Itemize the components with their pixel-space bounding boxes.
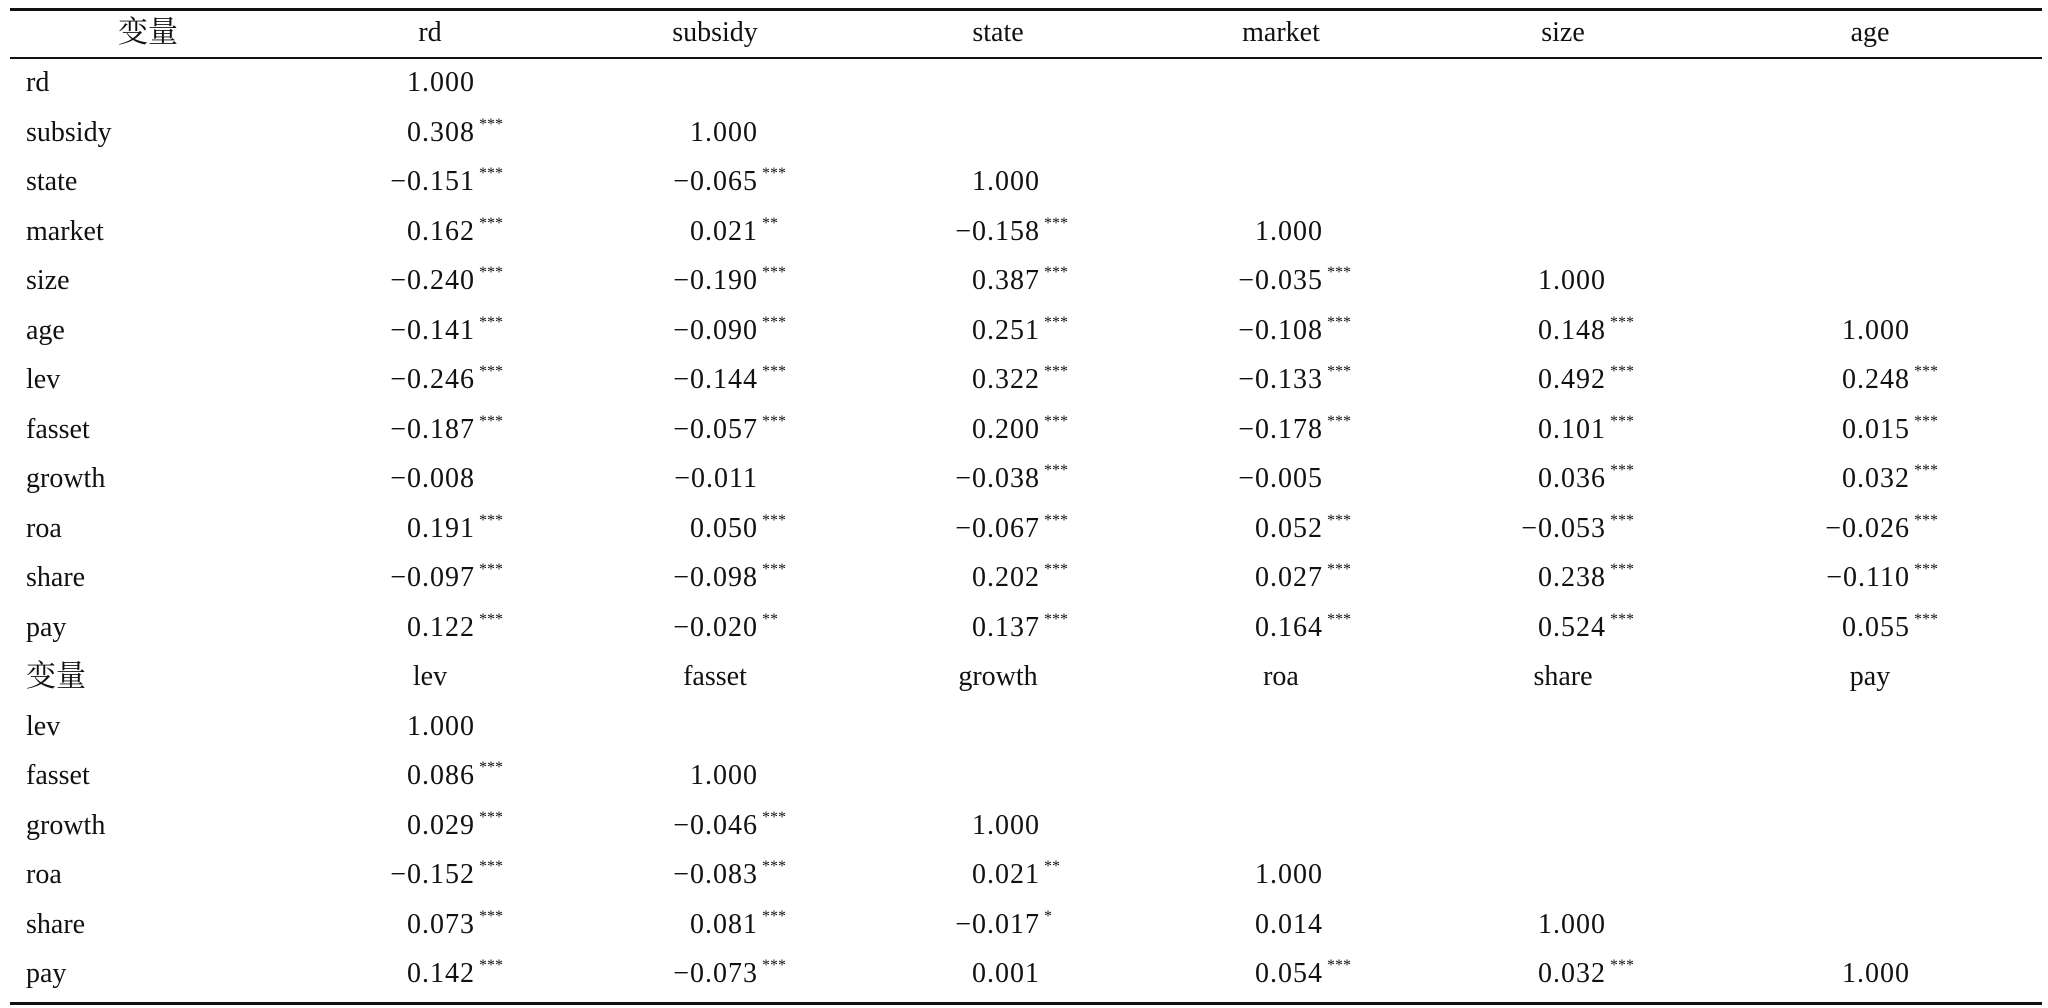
cell-value: −0.246: [390, 364, 475, 395]
cell-value: 0.015: [1842, 413, 1910, 445]
significance-marker: ***: [1610, 313, 1634, 331]
cell-value: −0.110: [1826, 562, 1910, 593]
significance-marker: ***: [1044, 214, 1068, 232]
row-label: roa: [26, 859, 62, 890]
row-label: lev: [26, 710, 61, 742]
cell-value: 0.101: [1538, 413, 1606, 445]
cell-value: 1.000: [1842, 958, 1910, 989]
significance-marker: ***: [1044, 462, 1068, 479]
significance-marker: ***: [479, 610, 503, 628]
significance-marker: **: [1044, 858, 1060, 875]
cell-value: 0.050: [690, 512, 758, 544]
column-header-age: age: [1850, 17, 1890, 48]
significance-marker: ***: [1044, 561, 1068, 578]
cell-value: 0.052: [1255, 512, 1323, 544]
cell-value: 0.073: [407, 908, 475, 940]
cell-value: −0.187: [390, 413, 475, 445]
cell-value: −0.053: [1521, 512, 1606, 544]
cell-value: −0.026: [1825, 512, 1910, 544]
row-label: state: [26, 166, 78, 197]
significance-marker: ***: [762, 808, 786, 826]
significance-marker: ***: [1044, 412, 1068, 430]
cell-value: −0.083: [673, 859, 758, 890]
cell-value: 0.021: [690, 215, 758, 247]
cell-value: 0.248: [1842, 364, 1910, 395]
row-label: growth: [26, 809, 106, 841]
table-cell: [558, 405, 806, 455]
table-cell: [558, 603, 806, 653]
row-label: share: [26, 908, 86, 940]
cell-value: 0.200: [972, 413, 1040, 445]
cell-value: −0.020: [673, 611, 758, 643]
cell-value: 0.308: [407, 116, 475, 148]
significance-marker: ***: [1914, 511, 1938, 529]
significance-marker: ***: [479, 511, 503, 529]
table-cell: [1406, 949, 1654, 999]
significance-marker: ***: [762, 957, 786, 974]
significance-marker: **: [762, 214, 778, 232]
table-row: [10, 751, 2042, 801]
significance-marker: ***: [1610, 462, 1634, 479]
column-header-share: share: [1533, 661, 1593, 692]
significance-marker: ***: [762, 511, 786, 529]
significance-marker: ***: [762, 363, 786, 380]
table-row: [10, 306, 2042, 356]
table-cell: [1123, 405, 1371, 455]
table-cell: [275, 405, 523, 455]
column-header-fasset: fasset: [683, 661, 747, 692]
table-cell: [840, 949, 1088, 999]
cell-value: 0.032: [1842, 463, 1910, 494]
significance-marker: ***: [479, 907, 503, 925]
table-cell: [558, 949, 806, 999]
cell-value: −0.151: [390, 166, 475, 197]
cell-value: −0.038: [955, 463, 1040, 494]
cell-value: −0.097: [390, 562, 475, 593]
cell-value: 1.000: [690, 116, 758, 148]
significance-marker: *: [1044, 907, 1052, 925]
cell-value: 0.032: [1538, 958, 1606, 989]
cell-value: 1.000: [690, 760, 758, 791]
table-row: [10, 553, 2042, 603]
significance-marker: ***: [762, 561, 786, 578]
bottom-rule: [10, 1002, 2042, 1005]
significance-marker: ***: [1327, 313, 1351, 331]
cell-value: 0.148: [1538, 314, 1606, 346]
cell-value: −0.098: [673, 562, 758, 593]
table-row: [10, 355, 2042, 405]
cell-value: −0.017: [955, 908, 1040, 940]
significance-marker: ***: [1914, 363, 1938, 380]
cell-value: 0.162: [407, 215, 475, 247]
column-header-state: state: [972, 17, 1024, 48]
significance-marker: ***: [479, 957, 503, 974]
table-cell: [1123, 603, 1371, 653]
column-header-growth: growth: [958, 661, 1038, 692]
header-row-second: [10, 652, 2042, 702]
row-label: fasset: [26, 413, 90, 445]
significance-marker: ***: [1044, 264, 1068, 281]
table-cell: [1710, 603, 1958, 653]
significance-marker: ***: [479, 858, 503, 875]
cell-value: 0.081: [690, 908, 758, 940]
table-row: [10, 454, 2042, 504]
table-cell: [275, 949, 523, 999]
header-row-top: [10, 8, 2042, 58]
significance-marker: ***: [1914, 610, 1938, 628]
column-header-market: market: [1242, 17, 1320, 48]
row-label: pay: [26, 611, 67, 643]
significance-marker: ***: [479, 313, 503, 331]
row-label: fasset: [26, 760, 90, 791]
significance-marker: **: [762, 610, 778, 628]
table-row: [10, 504, 2042, 554]
significance-marker: ***: [762, 858, 786, 875]
cell-value: 1.000: [407, 67, 475, 98]
significance-marker: ***: [479, 264, 503, 281]
significance-marker: ***: [1327, 264, 1351, 281]
significance-marker: ***: [1610, 412, 1634, 430]
significance-marker: ***: [1914, 561, 1938, 578]
significance-marker: ***: [1327, 412, 1351, 430]
cell-value: −0.008: [390, 463, 475, 494]
significance-marker: ***: [1044, 363, 1068, 380]
cell-value: 0.387: [972, 265, 1040, 296]
table-cell: [840, 900, 1088, 950]
cell-value: −0.178: [1238, 413, 1323, 445]
cell-value: −0.005: [1238, 463, 1323, 494]
significance-marker: ***: [1044, 511, 1068, 529]
row-label: size: [26, 265, 70, 296]
cell-value: 1.000: [407, 710, 475, 742]
table-cell: [840, 603, 1088, 653]
table-row: [10, 58, 2042, 108]
cell-value: 0.055: [1842, 611, 1910, 643]
significance-marker: ***: [1327, 610, 1351, 628]
cell-value: −0.144: [673, 364, 758, 395]
cell-value: −0.065: [673, 166, 758, 197]
cell-value: −0.011: [674, 463, 758, 494]
table-cell: [1710, 949, 1958, 999]
significance-marker: ***: [762, 165, 786, 182]
cell-value: 1.000: [1538, 908, 1606, 940]
cell-value: 0.054: [1255, 958, 1323, 989]
row-label: share: [26, 562, 86, 593]
cell-value: 0.122: [407, 611, 475, 643]
cell-value: −0.090: [673, 314, 758, 346]
table-cell: [1406, 603, 1654, 653]
cell-value: 0.251: [972, 314, 1040, 346]
column-header-rd: rd: [418, 17, 442, 48]
significance-marker: ***: [1914, 462, 1938, 479]
cell-value: 1.000: [1255, 859, 1323, 890]
significance-marker: ***: [479, 759, 503, 776]
significance-marker: ***: [479, 115, 503, 133]
cell-value: −0.133: [1238, 364, 1323, 395]
significance-marker: ***: [479, 561, 503, 578]
significance-marker: ***: [1327, 363, 1351, 380]
row-label: rd: [26, 67, 50, 98]
row-label: market: [26, 215, 104, 247]
significance-marker: ***: [479, 412, 503, 430]
significance-marker: ***: [479, 214, 503, 232]
significance-marker: ***: [1327, 561, 1351, 578]
cell-value: −0.035: [1238, 265, 1323, 296]
significance-marker: ***: [1610, 957, 1634, 974]
cell-value: −0.046: [673, 809, 758, 841]
cell-value: 0.322: [972, 364, 1040, 395]
cell-value: 0.164: [1255, 611, 1323, 643]
cell-value: 0.238: [1538, 562, 1606, 593]
table-row: [10, 702, 2042, 752]
table-cell: [1123, 949, 1371, 999]
row-label: growth: [26, 463, 106, 494]
table-row: [10, 900, 2042, 950]
cell-value: −0.067: [955, 512, 1040, 544]
column-header-size: size: [1541, 17, 1585, 48]
significance-marker: ***: [762, 313, 786, 331]
table-row: [10, 405, 2042, 455]
row-label: roa: [26, 512, 62, 544]
table-row: [10, 256, 2042, 306]
table-row: [10, 801, 2042, 851]
row-label: pay: [26, 958, 67, 989]
cell-value: 0.036: [1538, 463, 1606, 494]
variable-header: 变量: [26, 659, 86, 694]
significance-marker: ***: [1044, 313, 1068, 331]
table-row: [10, 603, 2042, 653]
column-header-subsidy: subsidy: [672, 17, 758, 48]
table-row: [10, 949, 2042, 999]
column-header-lev: lev: [412, 661, 448, 692]
cell-value: 1.000: [972, 809, 1040, 841]
cell-value: 0.027: [1255, 562, 1323, 593]
significance-marker: ***: [1327, 511, 1351, 529]
column-header-pay: pay: [1849, 661, 1891, 692]
cell-value: −0.152: [390, 859, 475, 890]
significance-marker: ***: [479, 808, 503, 826]
table-row: [10, 207, 2042, 257]
cell-value: 0.524: [1538, 611, 1606, 643]
significance-marker: ***: [762, 412, 786, 430]
cell-value: 1.000: [1842, 314, 1910, 346]
cell-value: 0.492: [1538, 364, 1606, 395]
table-cell: [275, 603, 523, 653]
significance-marker: ***: [762, 264, 786, 281]
significance-marker: ***: [1610, 561, 1634, 578]
significance-marker: ***: [1610, 363, 1634, 380]
cell-value: −0.057: [673, 413, 758, 445]
cell-value: 0.001: [972, 958, 1040, 989]
cell-value: 0.014: [1255, 908, 1323, 940]
significance-marker: ***: [1914, 412, 1938, 430]
variable-header: 变量: [118, 15, 178, 50]
significance-marker: ***: [479, 363, 503, 380]
significance-marker: ***: [762, 907, 786, 925]
cell-value: 0.021: [972, 859, 1040, 890]
cell-value: 0.137: [972, 611, 1040, 643]
cell-value: 1.000: [1538, 265, 1606, 296]
significance-marker: ***: [1610, 511, 1634, 529]
significance-marker: ***: [1044, 610, 1068, 628]
cell-value: 0.142: [407, 958, 475, 989]
cell-value: −0.108: [1238, 314, 1323, 346]
row-label: subsidy: [26, 116, 112, 148]
cell-value: 0.086: [407, 760, 475, 791]
significance-marker: ***: [1610, 610, 1634, 628]
cell-value: 1.000: [972, 166, 1040, 197]
significance-marker: ***: [479, 165, 503, 182]
cell-value: 0.191: [407, 512, 475, 544]
column-header-roa: roa: [1263, 661, 1299, 692]
significance-marker: ***: [1327, 957, 1351, 974]
table-row: [10, 850, 2042, 900]
cell-value: −0.190: [673, 265, 758, 296]
cell-value: 1.000: [1255, 215, 1323, 247]
table-row: [10, 157, 2042, 207]
cell-value: −0.141: [390, 314, 475, 346]
cell-value: 0.202: [972, 562, 1040, 593]
table-cell: [1123, 850, 1371, 900]
cell-value: −0.240: [390, 265, 475, 296]
table-row: [10, 108, 2042, 158]
cell-value: −0.158: [955, 215, 1040, 247]
cell-value: 0.029: [407, 809, 475, 841]
cell-value: −0.073: [673, 958, 758, 989]
row-label: age: [26, 314, 65, 346]
row-label: lev: [26, 364, 61, 395]
